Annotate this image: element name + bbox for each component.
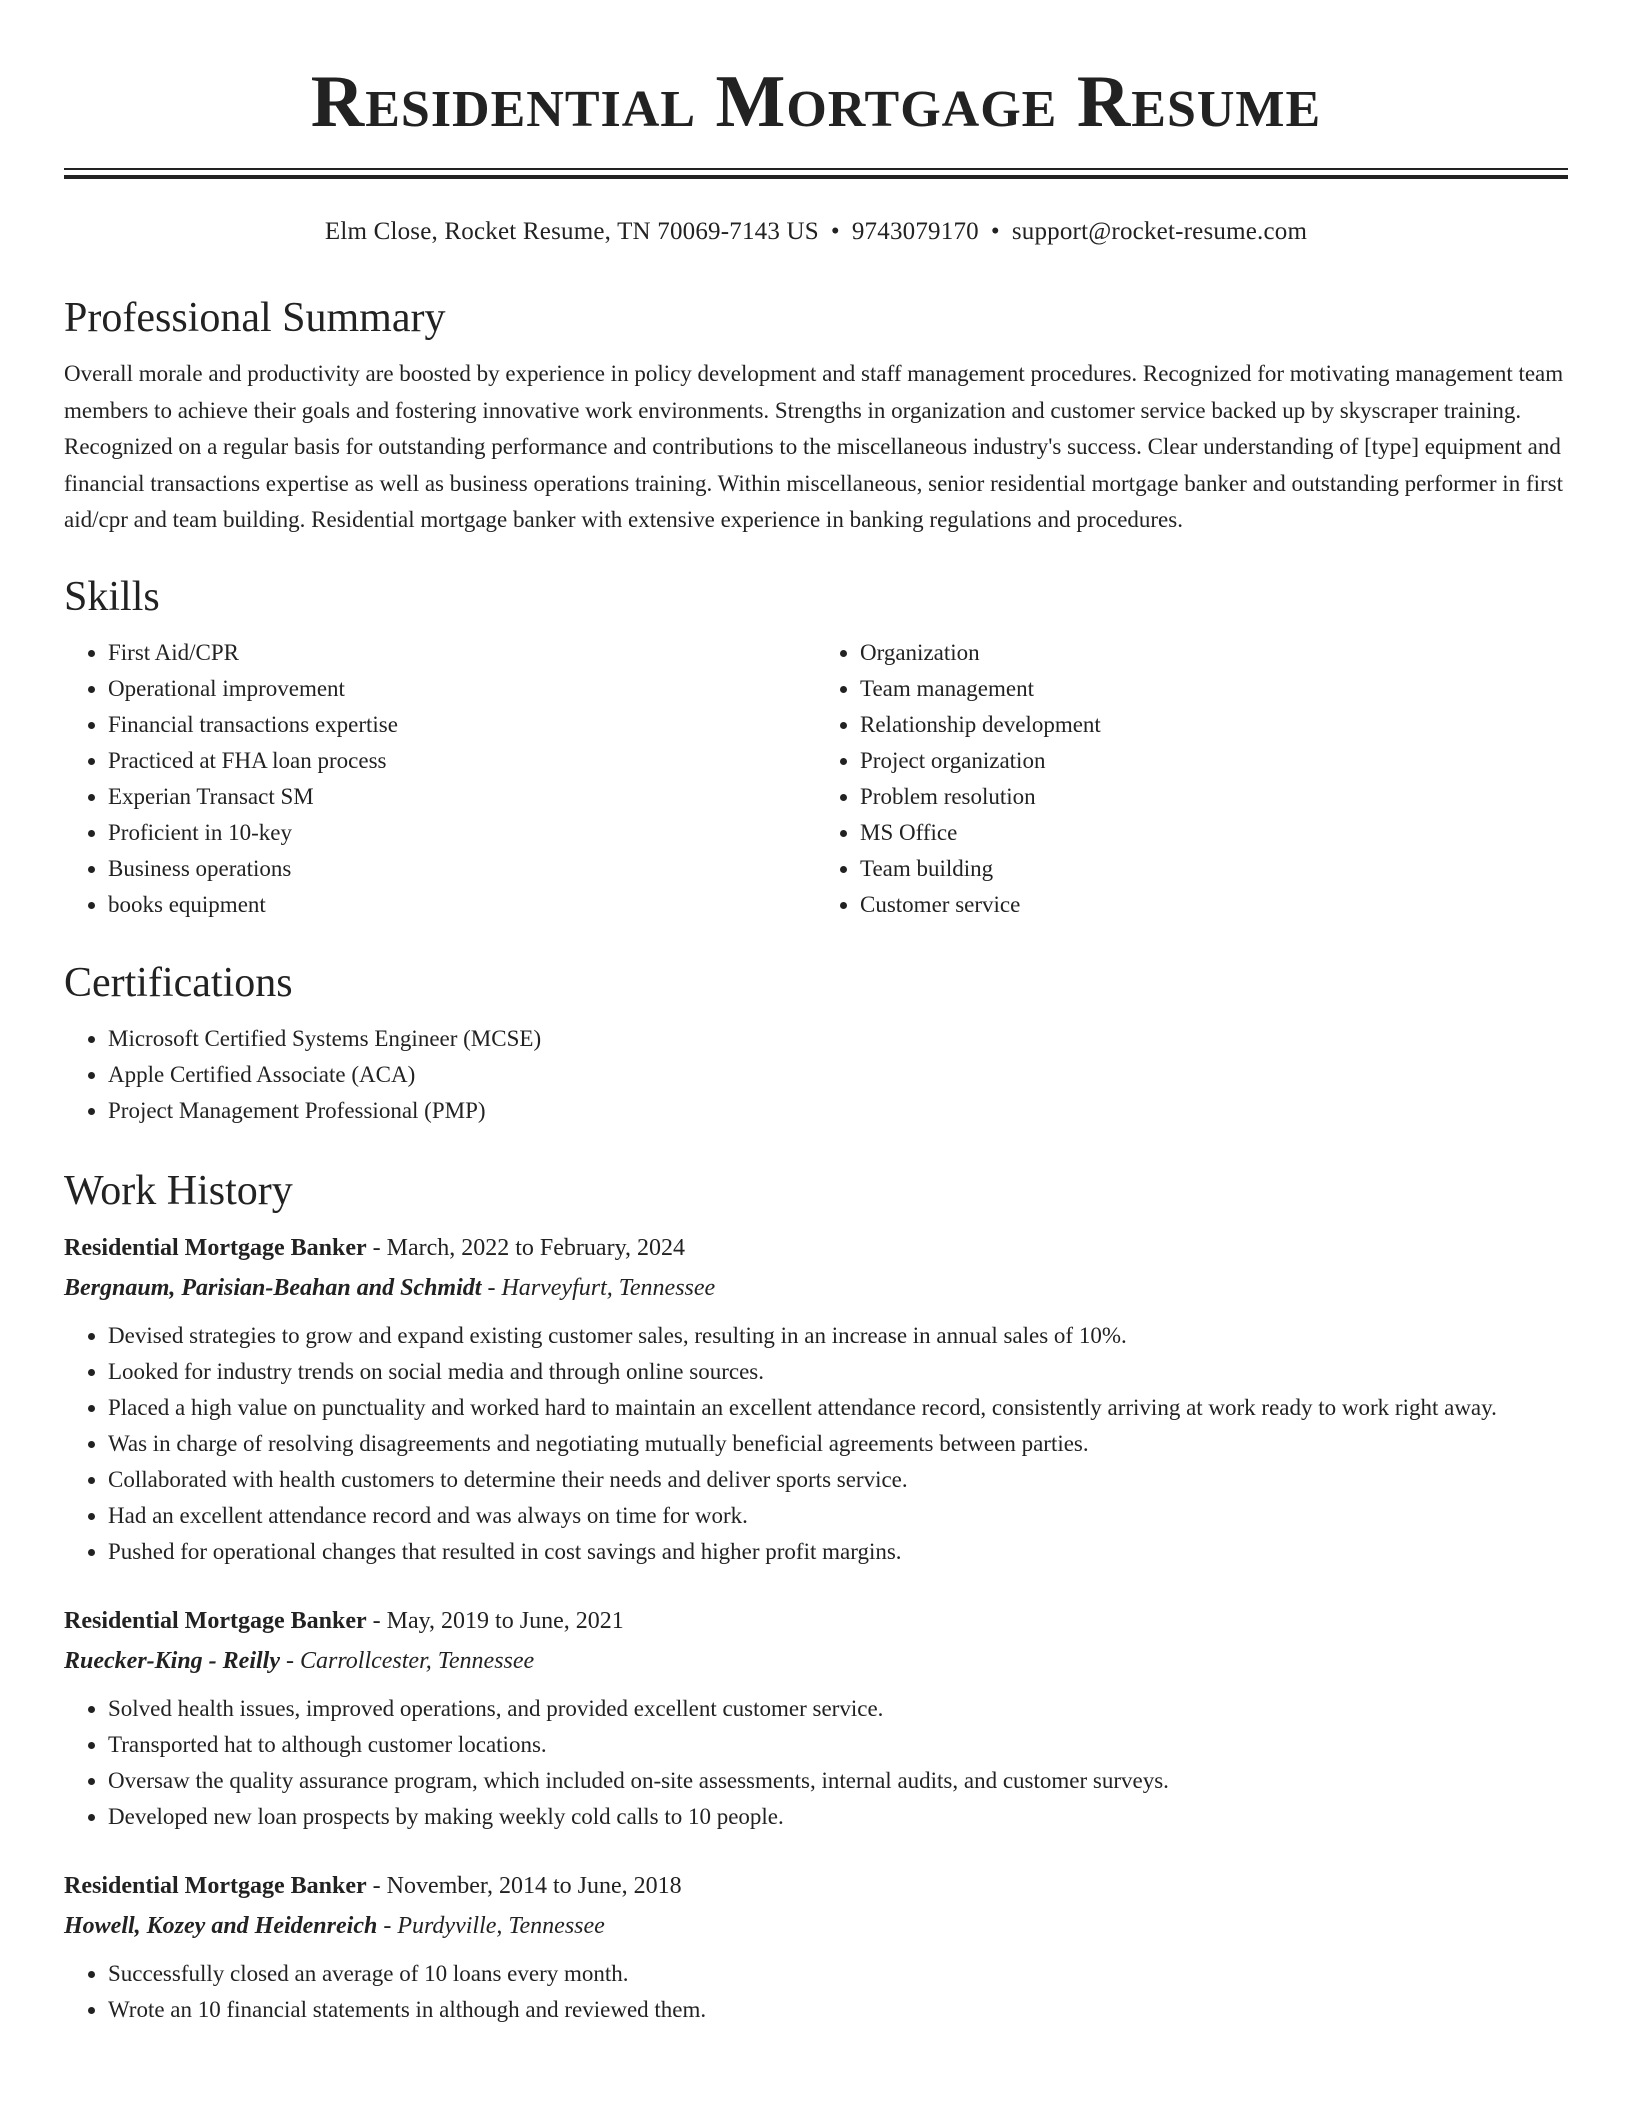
job-bullets bbox=[64, 1956, 1568, 2028]
contact-separator: • bbox=[990, 218, 1000, 245]
job-title: Residential Mortgage Banker bbox=[64, 1872, 367, 1899]
job-company: Howell, Kozey and Heidenreich bbox=[64, 1912, 378, 1939]
job-bullets bbox=[64, 1318, 1568, 1570]
skill-item: • Financial transactions expertise bbox=[108, 707, 816, 743]
skill-item: • Proficient in 10-key bbox=[108, 815, 816, 851]
skill-item: • Customer service bbox=[860, 887, 1568, 923]
skill-item: • Experian Transact SM bbox=[108, 779, 816, 815]
certification-item: • Apple Certified Associate (ACA) bbox=[108, 1057, 1568, 1093]
job-title-line: Residential Mortgage Banker - May, 2019 to June, 2021 bbox=[64, 1607, 624, 1634]
skill-item: • Business operations bbox=[108, 851, 816, 887]
skill-item: • Team building bbox=[860, 851, 1568, 887]
skill-item: • Organization bbox=[860, 635, 1568, 671]
job-dates: March, 2022 to February, 2024 bbox=[386, 1234, 686, 1261]
title-rule-thick bbox=[64, 175, 1568, 179]
skills-column-right bbox=[816, 635, 1568, 923]
job-bullet: • Collaborated with health customers to determine their needs and deliver sports service. bbox=[108, 1462, 1568, 1498]
job-title-line: Residential Mortgage Banker - November, 2014 to June, 2018 bbox=[64, 1872, 682, 1899]
resume-title: Residential Mortgage Resume bbox=[310, 61, 1322, 143]
job-bullet: • Devised strategies to grow and expand existing customer sales, resulting in an increase in annual sales of 10%. bbox=[108, 1318, 1568, 1354]
skill-item: • books equipment bbox=[108, 887, 816, 923]
job-title: Residential Mortgage Banker bbox=[64, 1607, 367, 1634]
job-bullet: • Wrote an 10 financial statements in although and reviewed them. bbox=[108, 1992, 1568, 2028]
job-bullet: • Looked for industry trends on social media and through online sources. bbox=[108, 1354, 1568, 1390]
skill-item: • Problem resolution bbox=[860, 779, 1568, 815]
job-title-line: Residential Mortgage Banker - March, 2022 to February, 2024 bbox=[64, 1234, 686, 1261]
skill-item: • Project organization bbox=[860, 743, 1568, 779]
job-company-line: Ruecker-King - Reilly - Carrollcester, Tennessee bbox=[64, 1647, 535, 1674]
job-bullet: • Had an excellent attendance record and was always on time for work. bbox=[108, 1498, 1568, 1534]
skill-item: • Relationship development bbox=[860, 707, 1568, 743]
resume-content bbox=[64, 290, 1568, 2060]
certification-item: • Microsoft Certified Systems Engineer (MCSE) bbox=[108, 1021, 1568, 1057]
work-history-heading: Work History bbox=[64, 1167, 293, 1214]
skill-item: • MS Office bbox=[860, 815, 1568, 851]
job-bullet: • Pushed for operational changes that resulted in cost savings and higher profit margins. bbox=[108, 1534, 1568, 1570]
job-location: Purdyville, Tennessee bbox=[397, 1912, 605, 1939]
job-bullet: • Solved health issues, improved operations, and provided excellent customer service. bbox=[108, 1691, 1568, 1727]
skill-item: • Operational improvement bbox=[108, 671, 816, 707]
job-bullets bbox=[64, 1691, 1568, 1835]
job-entry bbox=[64, 1602, 1568, 1835]
job-company: Ruecker-King - Reilly bbox=[64, 1647, 280, 1674]
contact-email: support@rocket-resume.com bbox=[1011, 218, 1308, 245]
certifications-heading: Certifications bbox=[64, 959, 293, 1006]
certification-item: • Project Management Professional (PMP) bbox=[108, 1093, 1568, 1129]
skill-item: • First Aid/CPR bbox=[108, 635, 816, 671]
job-bullet: • Developed new loan prospects by making weekly cold calls to 10 people. bbox=[108, 1799, 1568, 1835]
job-location: Carrollcester, Tennessee bbox=[299, 1647, 535, 1674]
job-company-line: Howell, Kozey and Heidenreich - Purdyville, Tennessee bbox=[64, 1912, 605, 1939]
job-dates: May, 2019 to June, 2021 bbox=[386, 1607, 624, 1634]
summary-text: Overall morale and productivity are boosted by experience in policy development and staff management procedures. Recognized for motivating management team members to achieve their goals and fostering innovative work environments. Strengths in organization and customer service backed up by skyscraper training. Recognized on a regular basis for outstanding performance and contributions to the miscellaneous industry's success. Clear understanding of [type] equipment and financial transactions expertise as well as business operations training. Within miscellaneous, senior residential mortgage banker and outstanding performer in first aid/cpr and team building. Residential mortgage banker with extensive experience in banking regulations and procedures. bbox=[64, 361, 1564, 532]
contact-address: Elm Close, Rocket Resume, TN 70069-7143 US bbox=[324, 218, 819, 245]
job-company-line: Bergnaum, Parisian-Beahan and Schmidt - Harveyfurt, Tennessee bbox=[64, 1274, 716, 1301]
job-entry bbox=[64, 1229, 1568, 1570]
skills-list bbox=[64, 635, 1568, 923]
skill-item: • Team management bbox=[860, 671, 1568, 707]
job-bullet: • Was in charge of resolving disagreements and negotiating mutually beneficial agreements between parties. bbox=[108, 1426, 1568, 1462]
job-title: Residential Mortgage Banker bbox=[64, 1234, 367, 1261]
job-company: Bergnaum, Parisian-Beahan and Schmidt bbox=[64, 1274, 482, 1301]
job-bullet: • Oversaw the quality assurance program, which included on-site assessments, internal audits, and customer surveys. bbox=[108, 1763, 1568, 1799]
job-bullet: • Transported hat to although customer locations. bbox=[108, 1727, 1568, 1763]
job-bullet: • Successfully closed an average of 10 loans every month. bbox=[108, 1956, 1568, 1992]
job-dates: November, 2014 to June, 2018 bbox=[386, 1872, 682, 1899]
certifications-list bbox=[64, 1021, 1568, 1129]
skills-heading: Skills bbox=[64, 573, 160, 620]
job-location: Harveyfurt, Tennessee bbox=[501, 1274, 716, 1301]
job-entry bbox=[64, 1867, 1568, 2028]
title-rule-thin bbox=[64, 168, 1568, 170]
skills-column-left bbox=[64, 635, 816, 923]
summary-heading: Professional Summary bbox=[64, 295, 446, 341]
skill-item: • Practiced at FHA loan process bbox=[108, 743, 816, 779]
job-bullet: • Placed a high value on punctuality and worked hard to maintain an excellent attendance record, consistently arriving at work ready to work right away. bbox=[108, 1390, 1568, 1426]
contact-line bbox=[0, 214, 1632, 250]
contact-phone: 9743079170 bbox=[851, 218, 979, 245]
contact-separator: • bbox=[830, 218, 840, 245]
